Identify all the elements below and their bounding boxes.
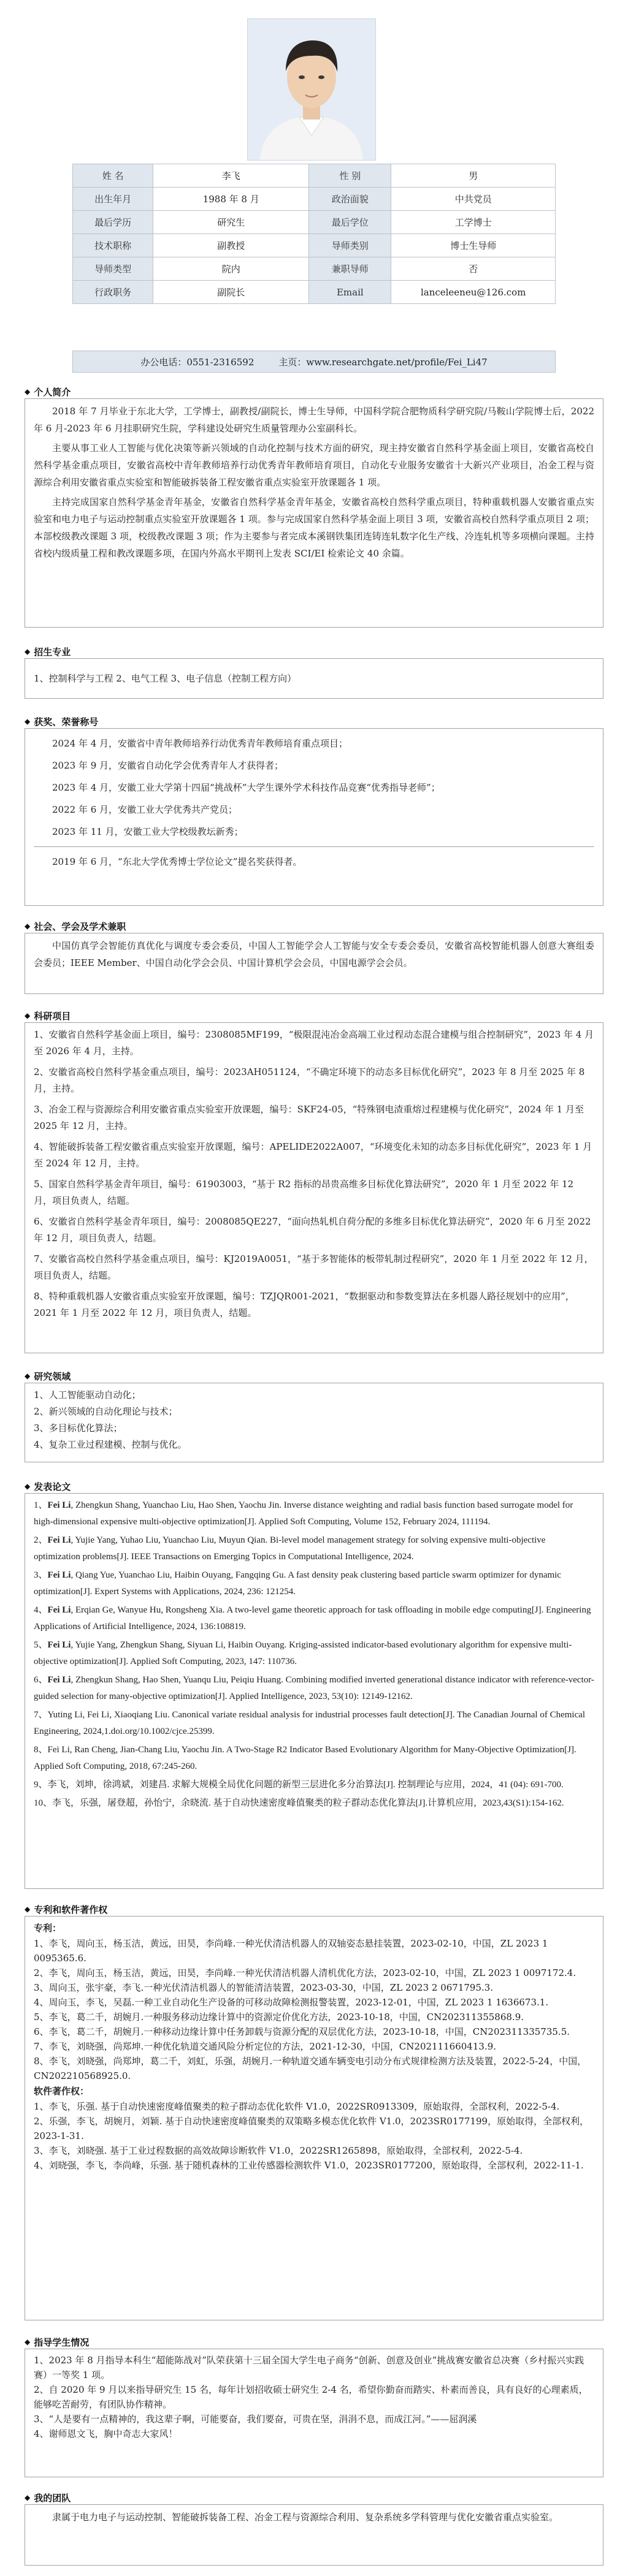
profile-row (73, 211, 556, 234)
patent-item: 1、李飞，周向玉，杨玉洁，黄远，田昊，李尚峰.一种光伏清洁机器人的双轴姿态悬挂装置，2023-02-10，中国，ZL 2023 1 0095365.6. (34, 1938, 548, 1964)
profile-label: Email (309, 281, 391, 304)
section-title: 我的团队 (34, 2492, 71, 2504)
project-item: 4、智能破拆装备工程安徽省重点实验室开放课题，编号：APELIDE2022A007，“环境变化未知的动态多目标优化研究”，2023 年 1 月至 2024 年 12 月，主持。 (34, 1141, 592, 1169)
diamond-bullet-icon: ◆ (25, 387, 31, 396)
section-title: 专利和软件著作权 (34, 1904, 108, 1915)
paper-item: 8、Fei Li, Ran Cheng, Jian-Chang Liu, Yaochu Jin. A Two-Stage R2 Indicator Based Evolutionary Algorithm for Many-Objective Optimization[J]. Applied Soft Computing, 2018, 67:245-260. (34, 1745, 576, 1771)
patent-item: 8、李飞，刘晓强，尚郑坤，葛二千，刘虹，乐强，胡婉月.一种轨道交通车辆变电引动分布式规律检测方法及装置，2022-5-24，中国，CN202210568925.0. (34, 2056, 587, 2081)
patents-box (25, 1916, 603, 2320)
patent-item: 3、周向玉，张宇豪，李飞.一种光伏清洁机器人的智能清洁装置，2023-03-30，中国，ZL 2023 2 0671795.3. (34, 1982, 494, 1993)
contact-row (72, 351, 556, 373)
profile-row (73, 281, 556, 304)
paper-citation: , Erqian Ge, Wanyue Hu, Rongsheng Xia. A two-level game theoretic approach for task offloading in mobile edge computing[J]. Engineering Applications of Artificial Intelligence, 2024, 136:108819. (34, 1605, 591, 1632)
intro-box (25, 398, 603, 628)
profile-photo (247, 18, 376, 161)
software-item: 2、乐强，李飞，胡婉月，刘颖. 基于自动快速密度峰值聚类的双策略多模态优化软件 V1.0，2023SR0177199，原始取得，全部权利，2023-1-31. (34, 2116, 589, 2141)
section-title: 研究领域 (34, 1370, 71, 1382)
software-subhead: 软件著作权： (34, 2086, 90, 2097)
section-title: 招生专业 (34, 646, 71, 658)
field-item: 3、多目标优化算法； (34, 1423, 123, 1434)
intro-paragraph: 主要从事工业人工智能与优化决策等新兴领域的自动化控制与技术方面的研究，现主持安徽省自然科学基金面上项目，安徽省高校自然科学基金重点项目，安徽省高校中青年教师培养行动优秀青年教师培育项目，自动化专业服务安徽省十大新兴产业项目，冶金工程与资源综合利用安徽省重点实验室和智能破拆装备工程安徽省重点实验室开放课题各 1 项。 (34, 443, 594, 488)
patent-item: 7、李飞，刘晓强，尚郑坤.一种优化轨道交通风险分析定位的方法，2021-12-30，中国，CN202111660413.9. (34, 2041, 497, 2052)
paper-first-author: Fei Li (47, 1640, 71, 1650)
diamond-bullet-icon: ◆ (25, 922, 31, 930)
section-social (25, 919, 603, 994)
person-photo-icon (248, 19, 375, 160)
paper-first-author: Fei Li (47, 1675, 71, 1685)
profile-label: 行政职务 (73, 281, 153, 304)
team-box (25, 2504, 603, 2566)
students-box (25, 2349, 603, 2477)
paper-item (34, 1602, 594, 1635)
section-title: 个人简介 (34, 386, 71, 398)
paper-item (34, 1637, 594, 1670)
profile-row (73, 164, 556, 188)
section-students (25, 2335, 603, 2477)
profile-value: 否 (391, 257, 556, 281)
profile-label: 导师类别 (309, 234, 391, 257)
section-patents (25, 1902, 603, 2320)
diamond-bullet-icon: ◆ (25, 717, 31, 726)
section-title: 社会、学会及学术兼职 (34, 921, 126, 932)
paper-item: 10、李飞，乐强，屠登超，孙怡宁，余晓流. 基于自动快速密度峰值聚类的粒子群动态优化算法[J].计算机应用，2023,43(S1):154-162. (34, 1798, 564, 1808)
section-papers (25, 1480, 603, 1889)
diamond-bullet-icon: ◆ (25, 647, 31, 656)
team-text: 隶属于电力电子与运动控制、智能破拆装备工程、冶金工程与资源综合利用、复杂系统多学科管理与优化安徽省重点实验室。 (52, 2512, 559, 2523)
profile-table (72, 164, 556, 304)
paper-citation: , Yujie Yang, Zhengkun Shang, Siyuan Li, Haibin Ouyang. Kriging-assisted indicator-based evolutionary algorithm for expensive multi-objective optimization[J]. Applied Soft Computing, 2023, 147: 110736. (34, 1640, 572, 1666)
paper-citation: , Zhengkun Shang, Hao Shen, Yuanqu Liu, Peiqiu Huang. Combining modified inverted generational distance indicator with reference-vector-guided selection for many-objective optimization[J]. Applied Intelligence, 2023, 53(10): 12149-12162. (34, 1675, 594, 1701)
paper-index: 5、 (34, 1640, 48, 1650)
section-projects (25, 1009, 603, 1353)
profile-value: 副院长 (153, 281, 309, 304)
section-title: 科研项目 (34, 1010, 71, 1022)
section-title: 发表论文 (34, 1481, 71, 1492)
profile-value: 研究生 (153, 211, 309, 234)
diamond-bullet-icon: ◆ (25, 1905, 31, 1913)
diamond-bullet-icon: ◆ (25, 2338, 31, 2346)
award-item: 2023 年 11 月，安徽工业大学校级教坛新秀； (52, 826, 243, 837)
project-item: 2、安徽省高校自然科学基金重点项目，编号：2023AH051124，“不确定环境下的动态多目标优化研究”，2023 年 8 月至 2025 年 8 月，主持。 (34, 1066, 585, 1094)
software-item: 1、李飞，乐强. 基于自动快速密度峰值聚类的粒子群动态优化软件 V1.0，2022SR0913309，原始取得，全部权利，2022-5-4. (34, 2101, 560, 2112)
profile-label: 姓 名 (73, 164, 153, 188)
profile-label: 出生年月 (73, 188, 153, 211)
software-item: 4、刘晓强，李飞，李尚峰，乐强. 基于随机森林的工业传感器检测软件 V1.0，2023SR0177200，原始取得，全部权利，2022-11-1. (34, 2160, 584, 2171)
awards-box (25, 728, 603, 906)
patent-subhead: 专利： (34, 1923, 62, 1934)
profile-row (73, 257, 556, 281)
project-item: 6、安徽省自然科学基金青年项目，编号：2008085QE227，“面向热轧机自荷分配的多维多目标优化算法研究”，2020 年 6 月至 2022 年 12 月，项目负责人，结题。 (34, 1216, 591, 1244)
project-item: 5、国家自然科学基金青年项目，编号：61903003，“基于 R2 指标的昂贵高维多目标优化算法研究”，2020 年 1 月至 2022 年 12 月，项目负责人，结题。 (34, 1179, 574, 1206)
profile-label: 政治面貌 (309, 188, 391, 211)
profile-value: 李飞 (153, 164, 309, 188)
profile-label: 技术职称 (73, 234, 153, 257)
patent-item: 2、李飞，周向玉，杨玉洁，黄远，田昊，李尚峰.一种光伏清洁机器人清机优化方法，2023-02-10，中国，ZL 2023 1 0097172.4. (34, 1967, 576, 1978)
project-item: 3、冶金工程与资源综合利用安徽省重点实验室开放课题，编号：SKF24-05，“特殊钢电渣重熔过程建模与优化研究”，2024 年 1 月至 2025 年 12 月，主持。 (34, 1104, 584, 1131)
award-item: 2022 年 6 月，安徽工业大学优秀共产党员； (52, 804, 238, 815)
paper-index: 3、 (34, 1570, 48, 1580)
paper-index: 6、 (34, 1675, 48, 1685)
paper-first-author: Fei Li (47, 1500, 71, 1510)
paper-index: 4、 (34, 1605, 48, 1615)
homepage-link[interactable]: 主页：www.researchgate.net/profile/Fei_Li47 (278, 356, 488, 368)
profile-row (73, 234, 556, 257)
diamond-bullet-icon: ◆ (25, 1482, 31, 1491)
paper-first-author: Fei Li (47, 1605, 71, 1615)
social-text: 中国仿真学会智能仿真优化与调度专委会委员，中国人工智能学会人工智能与安全专委会委员，安徽省高校智能机器人创意大赛组委会委员；IEEE Member、中国自动化学会会员、中国计算机学会会员，中国电源学会会员。 (34, 940, 594, 968)
paper-item (34, 1497, 594, 1530)
profile-value: 副教授 (153, 234, 309, 257)
social-box (25, 933, 603, 994)
patent-item: 4、周向玉，李飞，吴磊.一种工业自动化生产设备的可移动故障检测报警装置，2023-12-01，中国，ZL 2023 1 1636673.1. (34, 1997, 549, 2008)
section-major (25, 645, 603, 699)
profile-value: 1988 年 8 月 (153, 188, 309, 211)
profile-value: 院内 (153, 257, 309, 281)
section-title: 指导学生情况 (34, 2336, 90, 2348)
project-item: 8、特种重载机器人安徽省重点实验室开放课题，编号：TZJQR001-2021，“数据驱动和参数变算法在多机器人路径规划中的应用”，2021 年 1 月至 2022 年 12 月，项目负责人，结题。 (34, 1291, 575, 1318)
field-item: 1、人工智能驱动自动化； (34, 1389, 141, 1400)
section-title: 获奖、荣誉称号 (34, 716, 99, 728)
patent-item: 6、李飞，葛二千，胡婉月.一种移动边缘计算中任务卸载与资源分配的双层优化方法，2023-10-18，中国，CN202311335735.5. (34, 2026, 570, 2037)
diamond-bullet-icon: ◆ (25, 1011, 31, 1020)
award-item: 2019 年 6 月，“东北大学优秀博士学位论文”提名奖获得者。 (52, 856, 302, 867)
profile-value[interactable]: lanceleeneu@126.com (391, 281, 556, 304)
paper-item (34, 1532, 594, 1565)
paper-item (34, 1672, 594, 1705)
profile-value: 中共党员 (391, 188, 556, 211)
field-item: 2、新兴领域的自动化理论与技术； (34, 1406, 178, 1417)
project-item: 1、安徽省自然科学基金面上项目，编号：2308085MF199，“极限混沌冶金高端工业过程动态混合建模与组合控制研究”，2023 年 4 月至 2026 年 4 月，主持。 (34, 1029, 594, 1057)
award-item: 2023 年 4 月，安徽工业大学第十四届“挑战杯”大学生课外学术科技作品竞赛“优秀指导老师”； (52, 782, 440, 793)
major-box (25, 658, 603, 699)
project-item: 7、安徽省高校自然科学基金重点项目，编号：KJ2019A0051，“基于多智能体的板带轧制过程研究”，2020 年 1 月至 2022 年 12 月，项目负责人，结题。 (34, 1253, 594, 1281)
field-item: 4、复杂工业过程建模、控制与优化。 (34, 1439, 187, 1450)
profile-label: 导师类型 (73, 257, 153, 281)
award-item: 2024 年 4 月，安徽省中青年教师培养行动优秀青年教师培育重点项目； (52, 738, 348, 749)
divider (34, 846, 594, 847)
fields-box (25, 1383, 603, 1462)
student-item: 1、2023 年 8 月指导本科生“超能陈战对”队荣获第十三届全国大学生电子商务“创新、创意及创业”挑战赛安徽省总决赛（乡村振兴实践赛）一等奖 1 项。 (34, 2355, 584, 2380)
profile-label: 性 别 (309, 164, 391, 188)
projects-box (25, 1022, 603, 1353)
profile-value: 男 (391, 164, 556, 188)
major-text: 1、控制科学与工程 2、电气工程 3、电子信息（控制工程方向） (34, 673, 297, 684)
profile-label: 兼职导师 (309, 257, 391, 281)
paper-first-author: Fei Li (47, 1570, 71, 1580)
paper-first-author: Fei Li (47, 1535, 71, 1545)
papers-box (25, 1493, 603, 1889)
award-item: 2023 年 9 月，安徽省自动化学会优秀青年人才获得者； (52, 760, 284, 771)
diamond-bullet-icon: ◆ (25, 1372, 31, 1380)
patent-item: 5、李飞，葛二千，胡婉月.一种服务移动边缘计算中的资源定价优化方法，2023-10-18，中国，CN202311355868.9. (34, 2012, 524, 2023)
section-intro (25, 385, 603, 628)
paper-citation: , Yujie Yang, Yuhao Liu, Yuanchao Liu, Muyun Qian. Bi-level model management strategy for solving expensive multi-objective optimization problems[J]. IEEE Transactions on Emerging Topics in Computational Intelligence, 2024. (34, 1535, 546, 1562)
profile-value: 工学博士 (391, 211, 556, 234)
profile-row (73, 188, 556, 211)
profile-label: 最后学位 (309, 211, 391, 234)
student-item: 3、“人是要有一点精神的，我这辈子啊，可能要奋，我们要奋，可贵在坚，涓涓不息，而成江河。”——屈润溪 (34, 2414, 477, 2425)
office-phone: 办公电话：0551-2316592 (140, 356, 255, 368)
section-fields (25, 1369, 603, 1462)
student-item: 4、谢师恩文飞，胸中奇志大家风！ (34, 2428, 178, 2439)
profile-value: 博士生导师 (391, 234, 556, 257)
paper-index: 1、 (34, 1500, 48, 1510)
section-awards (25, 715, 603, 906)
intro-paragraph: 2018 年 7 月毕业于东北大学，工学博士，副教授/副院长，博士生导师，中国科学院合肥物质科学研究院/马鞍山学院博士后，2022 年 6 月-2023 年 6 月挂职研究生院，学科建设处研究生质量管理办公室副科长。 (34, 406, 594, 434)
diamond-bullet-icon: ◆ (25, 2493, 31, 2502)
paper-citation: , Zhengkun Shang, Yuanchao Liu, Hao Shen, Yaochu Jin. Inverse distance weighting and radial basis function based surrogate model for high-dimensional expensive multi-objective optimization[J]. Applied Soft Computing, Volume 152, February 2024, 111194. (34, 1500, 573, 1527)
section-team (25, 2491, 603, 2566)
paper-index: 2、 (34, 1535, 48, 1545)
paper-item: 9、李飞，刘坤，徐鸿斌，刘建昌. 求解大规模全局优化问题的新型三层进化多分治算法[J]. 控制理论与应用，2024，41 (04): 691-700. (34, 1780, 564, 1790)
paper-item: 7、Yuting Li, Fei Li, Xiaoqiang Liu. Canonical variate residual analysis for industrial processes fault detection[J]. The Canadian Journal of Chemical Engineering, 2024,1.doi.org/10.1002/cjce.25399. (34, 1710, 586, 1736)
paper-item (34, 1567, 594, 1600)
student-item: 2、自 2020 年 9 月以来指导研究生 15 名，每年计划招收硕士研究生 2-4 名，希望你勤奋而踏实、朴素而善良，具有良好的心理素质，能够吃苦耐劳，有团队协作精神。 (34, 2384, 588, 2410)
paper-citation: , Qiang Yue, Yuanchao Liu, Haibin Ouyang, Fangqing Gu. A fast density peak clustering based particle swarm optimizer for dynamic optimization[J]. Expert Systems with Applications, 2024, 236: 121254. (34, 1570, 561, 1597)
software-item: 3、李飞，刘晓强. 基于工业过程数据的高效故障诊断软件 V1.0，2022SR1265898，原始取得，全部权利，2022-5-4. (34, 2145, 523, 2156)
intro-paragraph: 主持完成国家自然科学基金青年基金，安徽省自然科学基金青年基金，安徽省高校自然科学重点项目，特种重载机器人安徽省重点实验室和电力电子与运动控制重点实验室开放课题各 1 项。参与完成国家自然科学基金面上项目 3 项，安徽省高校自然科学重点项目 2 项；本部校级教改课题 3 项，校级教改课题 3 项；作为主要参与者完成本溪钢铁集团连铸连轧数字化生产线、冷连轧机等多项横向课题。主持省校内级质量工程和教改课题多项，在国内外高水平期刊上发表 SCI/EI 检索论文 40 余篇。 (34, 496, 594, 559)
profile-label: 最后学历 (73, 211, 153, 234)
